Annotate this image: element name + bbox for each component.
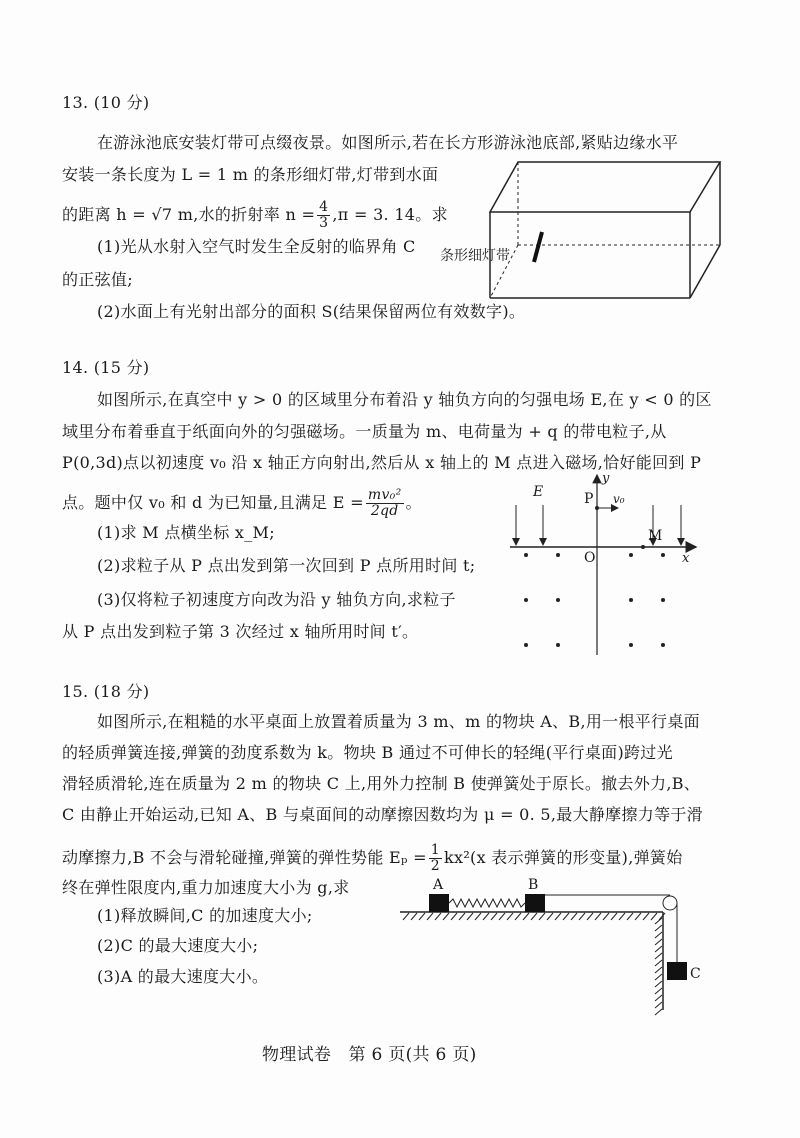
spring-block-diagram [395, 870, 715, 1020]
hatch-mark [659, 913, 665, 920]
q15-line: 的轻质弹簧连接,弹簧的劲度系数为 k。物块 B 通过不可伸长的轻绳(平行桌面)跨过光 [62, 743, 673, 762]
hatch-mark [635, 913, 641, 920]
hatch-mark [507, 913, 513, 920]
text: 。 [405, 493, 422, 512]
q13-line: (2)水面上有光射出部分的面积 S(结果保留两位有效数字)。 [97, 302, 526, 321]
pool-diagram [430, 150, 760, 310]
hatch-mark [655, 932, 662, 938]
q13-title: 13. (10 分) [62, 93, 150, 112]
q13-line [62, 200, 448, 231]
text: 动摩擦力,B 不会与滑轮碰撞,弹簧的弹性势能 Eₚ = [62, 848, 427, 867]
text: kx²(x 表示弹簧的形变量),弹簧始 [444, 848, 683, 867]
denominator: 2 [430, 858, 440, 874]
label-C: C [690, 966, 701, 982]
numerator: 1 [430, 842, 440, 858]
text: 的距离 h = √7 m,水的折射率 n = [62, 205, 316, 224]
hatch-mark [655, 960, 662, 966]
hatch-mark [515, 913, 521, 920]
numerator: 4 [319, 199, 329, 215]
q14-line: P(0,3d)点以初速度 v₀ 沿 x 轴正方向射出,然后从 x 轴上的 M 点进入磁场,恰好能回到 P [62, 453, 702, 472]
denominator: 3 [319, 215, 329, 231]
q15-line: (1)释放瞬间,C 的加速度大小; [97, 906, 313, 925]
hatch-mark [655, 946, 662, 952]
light-strip-label: 条形细灯带 [440, 248, 510, 264]
hatch-mark [595, 913, 601, 920]
q14-line [62, 488, 422, 519]
hatch-mark [435, 913, 441, 920]
pulley [663, 896, 677, 910]
hatch-mark [555, 913, 561, 920]
q15-title: 15. (18 分) [62, 682, 150, 701]
hatch-mark [651, 913, 657, 920]
hatch-mark [523, 913, 529, 920]
label-E: E [533, 484, 544, 500]
q13-line: (1)光从水射入空气时发生全反射的临界角 C [97, 237, 416, 256]
hatch-mark [547, 913, 553, 920]
hatch-mark [603, 913, 609, 920]
q15-line: 滑轻质滑轮,连在质量为 2 m 的物块 C 上,用外力控制 B 使弹簧处于原长。撤去外力,B、 [62, 774, 701, 793]
q14-line: (3)仅将粒子初速度方向改为沿 y 轴负方向,求粒子 [97, 590, 456, 609]
label-O: O [584, 550, 596, 566]
hatch-mark [655, 988, 662, 994]
hatch-mark [419, 913, 425, 920]
label-B: B [528, 877, 539, 893]
hatch-mark [655, 918, 662, 924]
hatch-mark [563, 913, 569, 920]
block-A [429, 894, 449, 912]
q13-line: 在游泳池底安装灯带可点缀夜景。如图所示,若在长方形游泳池底部,紧贴边缘水平 [97, 133, 679, 152]
q14-line: 域里分布着垂直于纸面向外的匀强磁场。一质量为 m、电荷量为 + q 的带电粒子,从 [62, 422, 667, 441]
hatch-mark [655, 925, 662, 931]
hatch-mark [531, 913, 537, 920]
denominator: 2qd [370, 503, 399, 519]
q15-line: 终在弹性限度内,重力加速度大小为 g,求 [62, 878, 350, 897]
hatch-mark [491, 913, 497, 920]
label-x: x [682, 551, 690, 566]
q15-line: 如图所示,在粗糙的水平桌面上放置着质量为 3 m、m 的物块 A、B,用一根平行桌面 [97, 712, 700, 731]
hatch-mark [655, 967, 662, 973]
label-A: A [433, 877, 444, 893]
hatch-mark [619, 913, 625, 920]
spring [449, 899, 525, 907]
hatch-mark [643, 913, 649, 920]
q14-line: (1)求 M 点横坐标 x_M; [97, 523, 275, 542]
q13-line: 的正弦值; [62, 270, 133, 289]
page-footer: 物理试卷 第 6 页(共 6 页) [262, 1045, 477, 1065]
numerator: mv₀² [367, 487, 402, 503]
hatch-mark [627, 913, 633, 920]
hatch-mark [655, 953, 662, 959]
hatch-mark [655, 1009, 662, 1015]
hatch-mark [579, 913, 585, 920]
text: 点。题中仅 v₀ 和 d 为已知量,且满足 E = [62, 493, 364, 512]
hatch-mark [499, 913, 505, 920]
label-P: P [584, 491, 594, 507]
hatch-mark [467, 913, 473, 920]
label-M: M [648, 528, 663, 544]
hatch-mark [655, 974, 662, 980]
hatch-mark [443, 913, 449, 920]
hatch-mark [587, 913, 593, 920]
hatch-mark [655, 995, 662, 1001]
hatch-mark [403, 913, 409, 920]
hatch-mark [655, 981, 662, 987]
q14-title: 14. (15 分) [62, 358, 150, 377]
q14-line: 从 P 点出发到粒子第 3 次经过 x 轴所用时间 t′。 [62, 622, 419, 641]
hatch-mark [655, 939, 662, 945]
block-B [525, 894, 545, 912]
field-diagram [500, 470, 720, 660]
hatch-mark [459, 913, 465, 920]
label-y: y [602, 471, 610, 486]
hatch-mark [611, 913, 617, 920]
hatch-mark [427, 913, 433, 920]
label-v0: v₀ [613, 492, 625, 506]
q13-line: 安装一条长度为 L = 1 m 的条形细灯带,灯带到水面 [62, 165, 439, 184]
q14-line: (2)求粒子从 P 点出发到第一次回到 P 点所用时间 t; [97, 556, 476, 575]
block-C [667, 962, 687, 980]
q15-line: C 由静止开始运动,已知 A、B 与桌面间的动摩擦因数均为 μ = 0. 5,最大静摩擦力等于滑 [62, 805, 703, 824]
q15-line: (3)A 的最大速度大小。 [97, 967, 269, 986]
hatch-mark [571, 913, 577, 920]
text: ,π = 3. 14。求 [332, 205, 448, 224]
hatch-mark [411, 913, 417, 920]
hatch-mark [655, 1002, 662, 1008]
q15-line: (2)C 的最大速度大小; [97, 936, 259, 955]
fraction [317, 200, 330, 231]
fraction [366, 488, 404, 519]
hatch-mark [451, 913, 457, 920]
hatch-mark [475, 913, 481, 920]
hatch-mark [539, 913, 545, 920]
q14-line: 如图所示,在真空中 y > 0 的区域里分布着沿 y 轴负方向的匀强电场 E,在 y < 0 的区 [97, 390, 712, 409]
hatch-mark [483, 913, 489, 920]
